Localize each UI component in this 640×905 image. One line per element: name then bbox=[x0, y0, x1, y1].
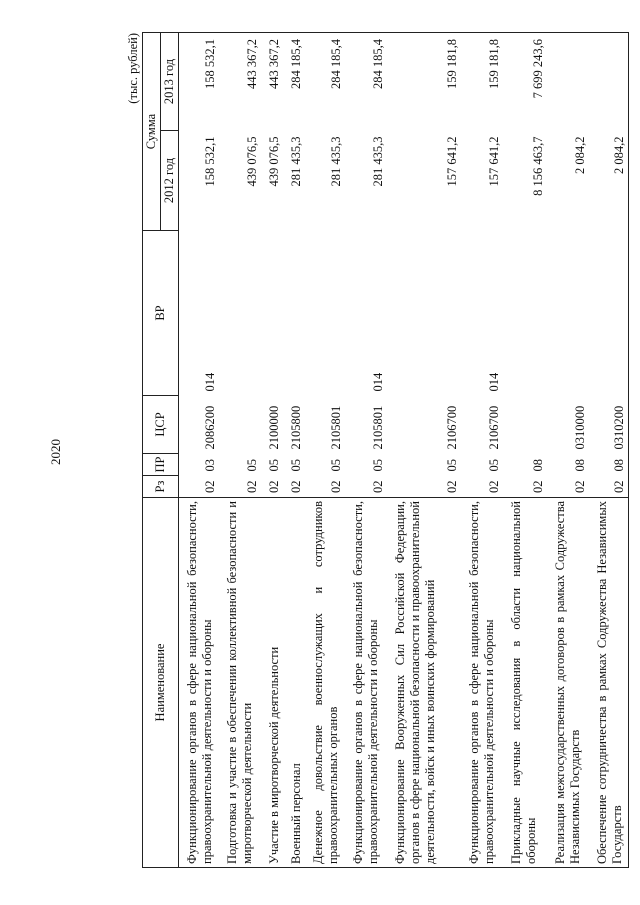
table-row bbox=[219, 33, 261, 868]
row-sum-2013: 284 185,4 bbox=[345, 33, 387, 131]
row-csr: 0310000 bbox=[572, 405, 587, 450]
row-pr: 08 bbox=[572, 459, 587, 472]
row-sum-2012: 281 435,3 bbox=[288, 136, 303, 187]
budget-table bbox=[142, 32, 629, 868]
row-sum-2013: 443 367,2 bbox=[261, 33, 283, 131]
row-rz: 02 bbox=[589, 476, 629, 498]
row-csr: 0310200 bbox=[589, 396, 629, 454]
table-row bbox=[261, 33, 283, 868]
row-pr: 05 bbox=[444, 459, 459, 472]
row-sum-2012: 2 084,2 bbox=[572, 136, 587, 174]
row-sum-2012: 281 435,3 bbox=[328, 136, 343, 187]
row-name: Денежное довольствие военнослужащих и сотрудников правоохранительных органов bbox=[305, 498, 345, 868]
row-rz: 02 bbox=[266, 480, 281, 493]
row-pr: 03 bbox=[202, 459, 217, 472]
row-rz: 02 bbox=[202, 480, 217, 493]
row-rz: 02 bbox=[370, 480, 385, 493]
row-sum-2012: 439 076,5 bbox=[244, 136, 259, 187]
row-rz: 02 bbox=[572, 480, 587, 493]
units-label: (тыс. рублей) bbox=[126, 33, 140, 104]
row-vr bbox=[589, 231, 629, 396]
row-sum-2012: 8 156 463,7 bbox=[530, 136, 545, 196]
row-rz: 02 bbox=[328, 480, 343, 493]
header-2013: 2013 год bbox=[161, 33, 179, 131]
row-vr: 014 bbox=[202, 372, 217, 392]
row-rz: 02 bbox=[288, 480, 303, 493]
table-row bbox=[283, 33, 305, 868]
row-pr: 08 bbox=[589, 454, 629, 476]
header-rz: Рз bbox=[143, 476, 179, 498]
row-sum-2013: 159 181,8 bbox=[387, 33, 461, 131]
row-vr: 014 bbox=[486, 372, 501, 392]
row-pr: 05 bbox=[266, 459, 281, 472]
row-name: Функционирование органов в сфере национальной безопасности, правоохранительной деятельности и обороны bbox=[461, 498, 503, 868]
row-sum-2012: 157 641,2 bbox=[444, 136, 459, 187]
table-header bbox=[143, 33, 179, 868]
row-sum-2012: 2 084,2 bbox=[589, 131, 629, 231]
row-sum-2012: 157 641,2 bbox=[486, 136, 501, 187]
table-row bbox=[387, 33, 461, 868]
table-row bbox=[589, 33, 629, 868]
row-pr: 05 bbox=[244, 459, 259, 472]
row-vr bbox=[547, 231, 589, 396]
row-pr: 05 bbox=[486, 459, 501, 472]
row-csr: 2105801 bbox=[370, 405, 385, 450]
header-csr: ЦСР bbox=[143, 396, 179, 454]
table-row bbox=[305, 33, 345, 868]
row-name: Функционирование Вооруженных Сил Российской Федерации, органов в сфере национальной безопасности и правоохранительной деятельности, войск и иных воинских формирований bbox=[387, 498, 461, 868]
row-name: Прикладные научные исследования в области национальной обороны bbox=[503, 498, 547, 868]
row-csr: 2105800 bbox=[288, 405, 303, 450]
table-row bbox=[345, 33, 387, 868]
row-sum-2013 bbox=[589, 33, 629, 131]
table-row bbox=[547, 33, 589, 868]
table-row bbox=[461, 33, 503, 868]
row-sum-2012: 439 076,5 bbox=[266, 136, 281, 187]
row-rz: 02 bbox=[244, 480, 259, 493]
row-vr bbox=[387, 231, 461, 396]
header-sum: Сумма bbox=[143, 33, 161, 231]
row-sum-2013: 159 181,8 bbox=[461, 33, 503, 131]
row-csr: 2100000 bbox=[266, 405, 281, 450]
row-sum-2012: 158 532,1 bbox=[202, 136, 217, 187]
table-row bbox=[179, 33, 219, 868]
row-name: Функционирование органов в сфере национальной безопасности, правоохранительной деятельности и обороны bbox=[179, 498, 219, 868]
table-body bbox=[179, 33, 629, 868]
table-row bbox=[503, 33, 547, 868]
header-2012: 2012 год bbox=[161, 131, 179, 231]
row-name: Обеспечение сотрудничества в рамках Содружества Независимых Государств bbox=[589, 498, 629, 868]
row-rz: 02 bbox=[486, 480, 501, 493]
row-vr bbox=[305, 231, 345, 396]
header-name: Наименование bbox=[143, 498, 179, 868]
header-pr: ПР bbox=[143, 454, 179, 476]
row-vr bbox=[283, 231, 305, 396]
row-sum-2013: 443 367,2 bbox=[219, 33, 261, 131]
row-csr: 2105801 bbox=[328, 405, 343, 450]
row-sum-2012: 281 435,3 bbox=[370, 136, 385, 187]
row-csr bbox=[503, 396, 547, 454]
row-sum-2013 bbox=[547, 33, 589, 131]
row-vr: 014 bbox=[370, 372, 385, 392]
row-pr: 05 bbox=[328, 459, 343, 472]
header-vr: ВР bbox=[143, 231, 179, 396]
row-csr: 2106700 bbox=[486, 405, 501, 450]
row-sum-2013: 284 185,4 bbox=[305, 33, 345, 131]
row-csr bbox=[219, 396, 261, 454]
page-number: 2020 bbox=[48, 439, 63, 465]
row-name: Подготовка и участие в обеспечении коллективной безопасности и миротворческой деятельности bbox=[219, 498, 261, 868]
row-vr bbox=[219, 231, 261, 396]
row-pr: 05 bbox=[370, 459, 385, 472]
row-sum-2013: 7 699 243,6 bbox=[503, 33, 547, 131]
row-pr: 05 bbox=[288, 459, 303, 472]
row-csr: 2106700 bbox=[444, 405, 459, 450]
row-name: Функционирование органов в сфере национальной безопасности, правоохранительной деятельности и обороны bbox=[345, 498, 387, 868]
row-name: Реализация межгосударственных договоров в рамках Содружества Независимых Государств bbox=[547, 498, 589, 868]
row-vr bbox=[503, 231, 547, 396]
row-rz: 02 bbox=[444, 480, 459, 493]
row-rz: 02 bbox=[530, 480, 545, 493]
rotated-page bbox=[126, 33, 626, 868]
row-pr: 08 bbox=[530, 459, 545, 472]
row-sum-2013: 284 185,4 bbox=[283, 33, 305, 131]
row-vr bbox=[261, 231, 283, 396]
row-csr: 2086200 bbox=[202, 405, 217, 450]
row-sum-2013: 158 532,1 bbox=[179, 33, 219, 131]
row-name: Участие в миротворческой деятельности bbox=[261, 498, 283, 868]
row-name: Военный персонал bbox=[283, 498, 305, 868]
